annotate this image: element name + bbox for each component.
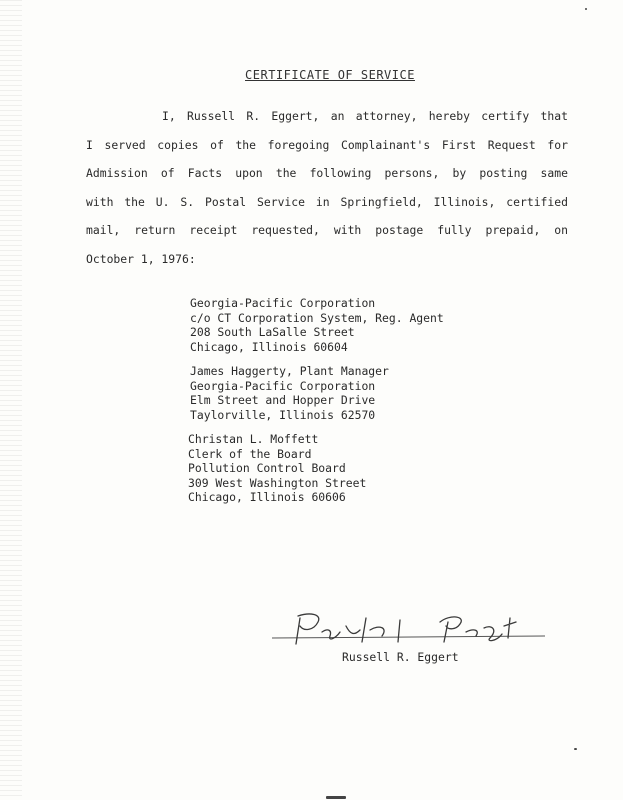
address-line: James Haggerty, Plant Manager: [190, 364, 389, 378]
body-line: with the U. S. Postal Service in Springfield, Illinois, certified: [86, 194, 568, 209]
address-line: Taylorville, Illinois 62570: [190, 407, 376, 422]
addressee-georgia-pacific-agent: [190, 296, 444, 354]
scan-edge-noise: [0, 0, 22, 800]
address-line: 309 West Washington Street: [188, 475, 367, 490]
body-line: I served copies of the foregoing Complainant's First Request for: [86, 137, 568, 152]
address-line: 208 South LaSalle Street: [190, 325, 355, 340]
body-line: October 1, 1976:: [86, 251, 196, 266]
certification-paragraph: [86, 102, 568, 273]
document-title: CERTIFICATE OF SERVICE: [245, 68, 415, 82]
address-line: Pollution Control Board: [188, 461, 346, 476]
scan-speck: [574, 748, 577, 750]
scan-speck: [326, 796, 346, 799]
signature-block: [270, 608, 555, 678]
address-line: Georgia-Pacific Corporation: [190, 378, 376, 393]
body-line: Admission of Facts upon the following persons, by posting same: [86, 166, 568, 180]
address-line: c/o CT Corporation System, Reg. Agent: [190, 310, 444, 325]
address-line: Chicago, Illinois 60604: [190, 339, 348, 354]
body-line: mail, return receipt requested, with postage fully prepaid, on: [86, 223, 568, 237]
addressee-pollution-control-board: [188, 432, 366, 505]
signer-name: Russell R. Eggert: [342, 650, 459, 664]
address-line: Chicago, Illinois 60606: [188, 490, 346, 505]
handwritten-signature: [270, 608, 555, 653]
address-line: Clerk of the Board: [188, 446, 312, 461]
address-line: Christan L. Moffett: [188, 432, 319, 446]
body-line: I, Russell R. Eggert, an attorney, hereby certify that: [162, 109, 568, 123]
address-line: Georgia-Pacific Corporation: [190, 296, 376, 310]
address-line: Elm Street and Hopper Drive: [190, 393, 376, 408]
scan-speck: [585, 8, 587, 10]
addressee-plant-manager: [190, 364, 389, 422]
